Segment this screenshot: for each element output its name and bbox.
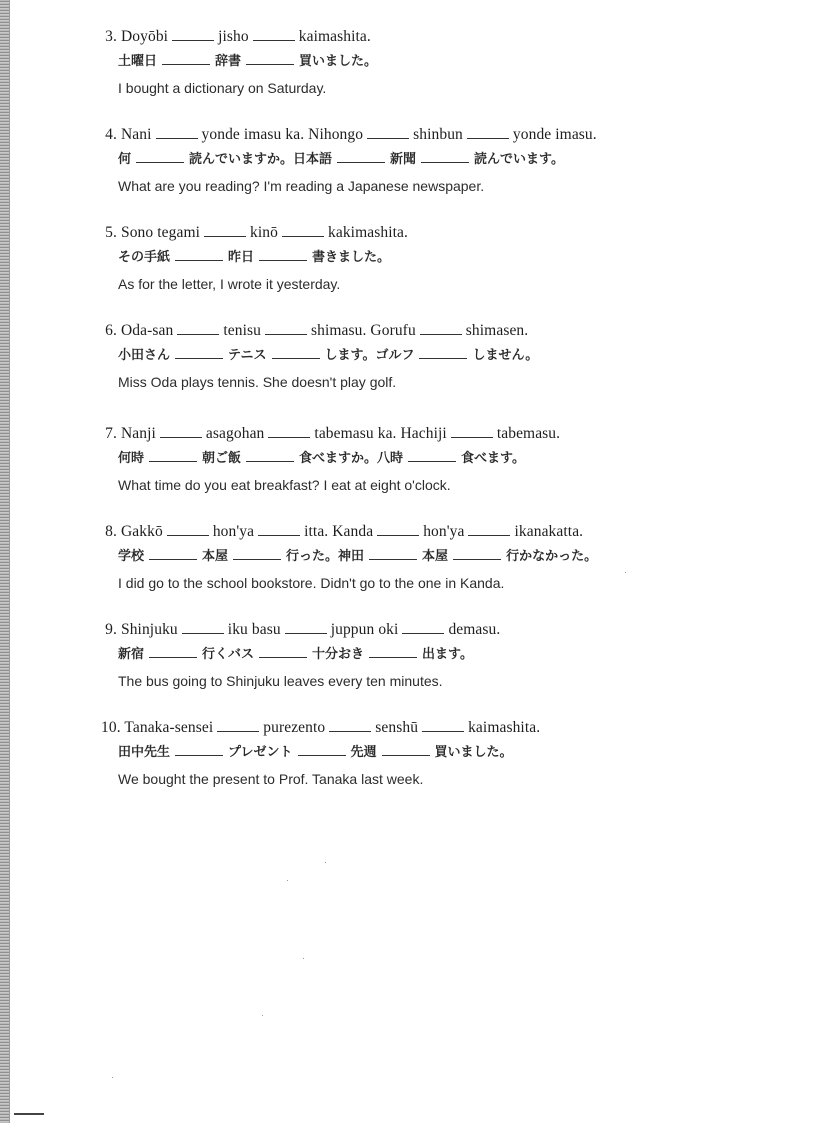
- answer-blank[interactable]: [468, 534, 510, 536]
- kana-segment: しません。: [472, 348, 539, 363]
- answer-blank[interactable]: [268, 436, 310, 438]
- romaji-segment: shimasen.: [465, 322, 529, 339]
- romaji-segment: Nanji: [120, 425, 156, 442]
- kana-segment: 昨日: [228, 250, 255, 265]
- romaji-segment: shinbun: [413, 126, 463, 143]
- answer-blank[interactable]: [149, 460, 197, 462]
- answer-blank[interactable]: [177, 333, 219, 335]
- kana-segment: 買いました。: [434, 745, 513, 760]
- romaji-segment: Oda-san: [120, 322, 174, 339]
- kana-segment: 書きました。: [312, 250, 391, 265]
- exercise-number: 3.: [105, 28, 117, 45]
- romaji-segment: purezento: [263, 719, 326, 736]
- romaji-segment: Shinjuku: [120, 621, 178, 638]
- romaji-segment: asagohan: [205, 425, 265, 442]
- exercise-number: 7.: [105, 425, 117, 442]
- kana-line: [118, 53, 781, 71]
- answer-blank[interactable]: [367, 137, 409, 139]
- romaji-line: [101, 424, 781, 444]
- kana-segment: します。ゴルフ: [324, 348, 415, 363]
- kana-segment: 朝ご飯: [202, 451, 242, 466]
- kana-segment: 出ます。: [422, 647, 474, 662]
- english-translation: As for the letter, I wrote it yesterday.: [118, 276, 341, 292]
- kana-segment: 行かなかった。: [506, 549, 598, 564]
- answer-blank[interactable]: [204, 235, 246, 237]
- kana-segment: 小田さん: [118, 348, 171, 363]
- romaji-segment: tenisu: [223, 322, 261, 339]
- kana-segment: 買いました。: [299, 54, 378, 69]
- romaji-line: [101, 223, 781, 243]
- romaji-segment: Sono tegami: [120, 224, 201, 241]
- answer-blank[interactable]: [160, 436, 202, 438]
- romaji-segment: Doyōbi: [120, 28, 169, 45]
- kana-segment: プレゼント: [228, 745, 293, 760]
- answer-blank[interactable]: [259, 656, 307, 658]
- answer-blank[interactable]: [382, 754, 430, 756]
- romaji-segment: tabemasu ka. Hachiji: [314, 425, 447, 442]
- exercise-4: [101, 125, 781, 195]
- english-translation: Miss Oda plays tennis. She doesn't play golf.: [118, 374, 397, 390]
- english-translation: I bought a dictionary on Saturday.: [118, 80, 327, 96]
- kana-segment: 本屋: [202, 549, 229, 564]
- answer-blank[interactable]: [298, 754, 346, 756]
- answer-blank[interactable]: [285, 632, 327, 634]
- answer-blank[interactable]: [402, 632, 444, 634]
- answer-blank[interactable]: [451, 436, 493, 438]
- answer-blank[interactable]: [172, 39, 214, 41]
- answer-blank[interactable]: [369, 656, 417, 658]
- romaji-segment: senshū: [375, 719, 419, 736]
- answer-blank[interactable]: [246, 460, 294, 462]
- romaji-line: [101, 125, 781, 145]
- answer-blank[interactable]: [369, 558, 417, 560]
- romaji-segment: demasu.: [448, 621, 501, 638]
- kana-line: [118, 450, 781, 468]
- romaji-line: [101, 522, 781, 542]
- kana-segment: その手紙: [118, 250, 171, 265]
- answer-blank[interactable]: [175, 259, 223, 261]
- answer-blank[interactable]: [467, 137, 509, 139]
- answer-blank[interactable]: [156, 137, 198, 139]
- answer-blank[interactable]: [258, 534, 300, 536]
- romaji-line: [101, 718, 781, 738]
- exercise-8: [101, 522, 781, 592]
- romaji-segment: hon'ya: [212, 523, 255, 540]
- kana-segment: 辞書: [215, 54, 242, 69]
- kana-segment: 本屋: [422, 549, 449, 564]
- romaji-segment: kaimashita.: [298, 28, 371, 45]
- kana-segment: 読んでいます。: [474, 152, 565, 167]
- answer-blank[interactable]: [182, 632, 224, 634]
- romaji-segment: yonde imasu ka. Nihongo: [201, 126, 364, 143]
- romaji-segment: iku basu: [227, 621, 281, 638]
- answer-blank[interactable]: [421, 161, 469, 163]
- exercise-number: 9.: [105, 621, 117, 638]
- exercise-number: 8.: [105, 523, 117, 540]
- answer-blank[interactable]: [175, 754, 223, 756]
- exercise-7: [101, 424, 781, 494]
- romaji-line: [101, 27, 781, 47]
- exercise-6: [101, 321, 781, 391]
- kana-segment: 先週: [350, 745, 377, 760]
- romaji-segment: ikanakatta.: [514, 523, 584, 540]
- answer-blank[interactable]: [149, 656, 197, 658]
- kana-line: [118, 548, 781, 566]
- english-translation: What time do you eat breakfast? I eat at eight o'clock.: [118, 477, 451, 493]
- answer-blank[interactable]: [246, 63, 294, 65]
- answer-blank[interactable]: [408, 460, 456, 462]
- romaji-segment: itta. Kanda: [304, 523, 374, 540]
- exercise-number: 5.: [105, 224, 117, 241]
- answer-blank[interactable]: [233, 558, 281, 560]
- exercise-5: [101, 223, 781, 293]
- romaji-segment: Gakkō: [120, 523, 163, 540]
- kana-segment: 新聞: [390, 152, 417, 167]
- kana-segment: 十分おき: [312, 647, 365, 662]
- romaji-segment: shimasu. Gorufu: [310, 322, 416, 339]
- page-corner-mark: [14, 1113, 44, 1115]
- exercise-number: 10.: [101, 719, 121, 736]
- exercise-number: 4.: [105, 126, 117, 143]
- answer-blank[interactable]: [419, 357, 467, 359]
- romaji-segment: Tanaka-sensei: [124, 719, 214, 736]
- kana-segment: 何時: [118, 451, 145, 466]
- romaji-line: [101, 620, 781, 640]
- answer-blank[interactable]: [453, 558, 501, 560]
- kana-segment: テニス: [228, 348, 267, 363]
- romaji-line: [101, 321, 781, 341]
- kana-line: [118, 347, 781, 365]
- answer-blank[interactable]: [329, 730, 371, 732]
- romaji-segment: yonde imasu.: [512, 126, 597, 143]
- kana-segment: 行った。神田: [286, 549, 365, 564]
- romaji-segment: kaimashita.: [468, 719, 541, 736]
- answer-blank[interactable]: [265, 333, 307, 335]
- answer-blank[interactable]: [272, 357, 320, 359]
- answer-blank[interactable]: [175, 357, 223, 359]
- kana-segment: 田中先生: [118, 745, 171, 760]
- romaji-segment: tabemasu.: [496, 425, 561, 442]
- romaji-segment: juppun oki: [330, 621, 399, 638]
- english-translation: What are you reading? I'm reading a Japanese newspaper.: [118, 178, 485, 194]
- answer-blank[interactable]: [337, 161, 385, 163]
- exercise-number: 6.: [105, 322, 117, 339]
- exercise-9: [101, 620, 781, 690]
- romaji-segment: kakimashita.: [327, 224, 408, 241]
- answer-blank[interactable]: [136, 161, 184, 163]
- romaji-segment: jisho: [218, 28, 249, 45]
- answer-blank[interactable]: [420, 333, 462, 335]
- answer-blank[interactable]: [253, 39, 295, 41]
- page-binding-edge: [0, 0, 10, 1123]
- kana-line: [118, 249, 781, 267]
- romaji-segment: hon'ya: [423, 523, 465, 540]
- kana-segment: 新宿: [118, 647, 145, 662]
- kana-segment: 行くバス: [202, 647, 255, 662]
- answer-blank[interactable]: [162, 63, 210, 65]
- kana-segment: 食べます。: [461, 451, 526, 466]
- english-translation: We bought the present to Prof. Tanaka last week.: [118, 771, 424, 787]
- answer-blank[interactable]: [422, 730, 464, 732]
- answer-blank[interactable]: [167, 534, 209, 536]
- exercise-10: [101, 718, 781, 788]
- kana-segment: 何: [118, 152, 132, 167]
- kana-segment: 土曜日: [118, 54, 158, 69]
- kana-segment: 読んでいますか。日本語: [189, 152, 333, 167]
- kana-line: [118, 646, 781, 664]
- english-translation: The bus going to Shinjuku leaves every ten minutes.: [118, 673, 443, 689]
- kana-segment: 食べますか。八時: [299, 451, 404, 466]
- kana-segment: 学校: [118, 549, 145, 564]
- kana-line: [118, 744, 781, 762]
- answer-blank[interactable]: [259, 259, 307, 261]
- answer-blank[interactable]: [282, 235, 324, 237]
- romaji-segment: Nani: [120, 126, 152, 143]
- kana-line: [118, 151, 781, 169]
- english-translation: I did go to the school bookstore. Didn't go to the one in Kanda.: [118, 575, 505, 591]
- answer-blank[interactable]: [149, 558, 197, 560]
- answer-blank[interactable]: [217, 730, 259, 732]
- answer-blank[interactable]: [377, 534, 419, 536]
- exercise-3: [101, 27, 781, 97]
- romaji-segment: kinō: [250, 224, 278, 241]
